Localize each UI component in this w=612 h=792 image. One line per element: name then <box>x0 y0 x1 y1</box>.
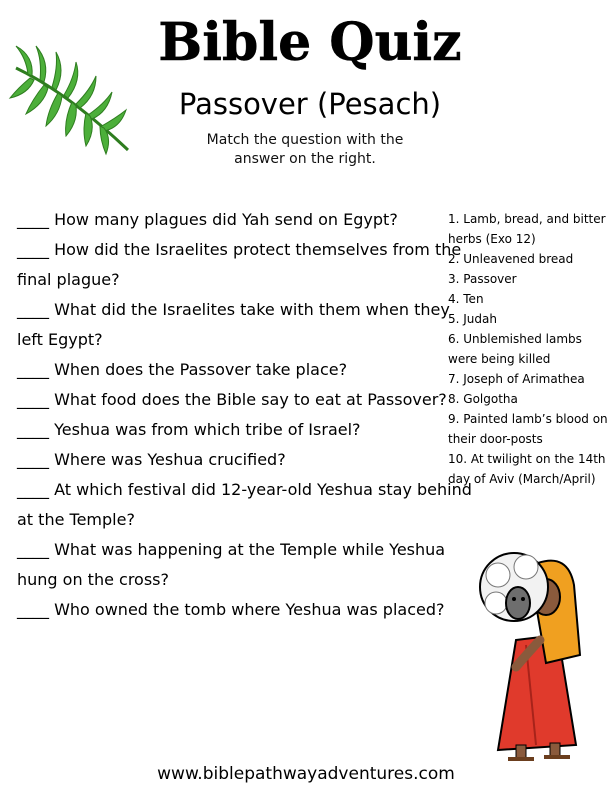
answer-item: 8. Golgotha <box>448 392 518 406</box>
answer-item: 2. Unleavened bread <box>448 252 574 266</box>
answer-item: 10. At twilight on the 14th day of Aviv (March/April) <box>448 452 606 486</box>
page-title: Bible Quiz <box>158 12 462 73</box>
question-item: ____ What food does the Bible say to eat at Passover? <box>17 390 447 409</box>
question-item: ____ Where was Yeshua crucified? <box>17 450 286 469</box>
question-item: ____ How many plagues did Yah send on Egypt? <box>17 210 398 229</box>
question-item: ____ How did the Israelites protect themselves from the final plague? <box>17 240 462 289</box>
question-item: ____ When does the Passover take place? <box>17 360 348 379</box>
question-item: ____ What did the Israelites take with them when they left Egypt? <box>17 300 450 349</box>
answer-item: 6. Unblemished lambs were being killed <box>448 332 582 366</box>
answer-item: 9. Painted lamb’s blood on their door-posts <box>448 412 608 446</box>
answer-item: 3. Passover <box>448 272 517 286</box>
question-item: ____ Yeshua was from which tribe of Israel? <box>17 420 361 439</box>
question-item: ____ Who owned the tomb where Yeshua was placed? <box>17 600 445 619</box>
answer-item: 1. Lamb, bread, and bitter herbs (Exo 12) <box>448 212 606 246</box>
question-item: ____ What was happening at the Temple while Yeshua hung on the cross? <box>17 540 446 589</box>
answer-item: 4. Ten <box>448 292 484 306</box>
page-subtitle: Passover (Pesach) <box>178 87 442 121</box>
website-footer: www.biblepathwayadventures.com <box>157 764 455 784</box>
answer-item: 5. Judah <box>448 312 497 326</box>
answer-list <box>448 209 610 489</box>
question-item: ____ At which festival did 12-year-old Yeshua stay behind at the Temple? <box>17 480 472 529</box>
answer-item: 7. Joseph of Arimathea <box>448 372 585 386</box>
instructions-text: Match the question with the answer on the right. <box>206 132 404 167</box>
question-list <box>17 205 477 625</box>
man-carrying-lamb-illustration <box>476 545 601 765</box>
